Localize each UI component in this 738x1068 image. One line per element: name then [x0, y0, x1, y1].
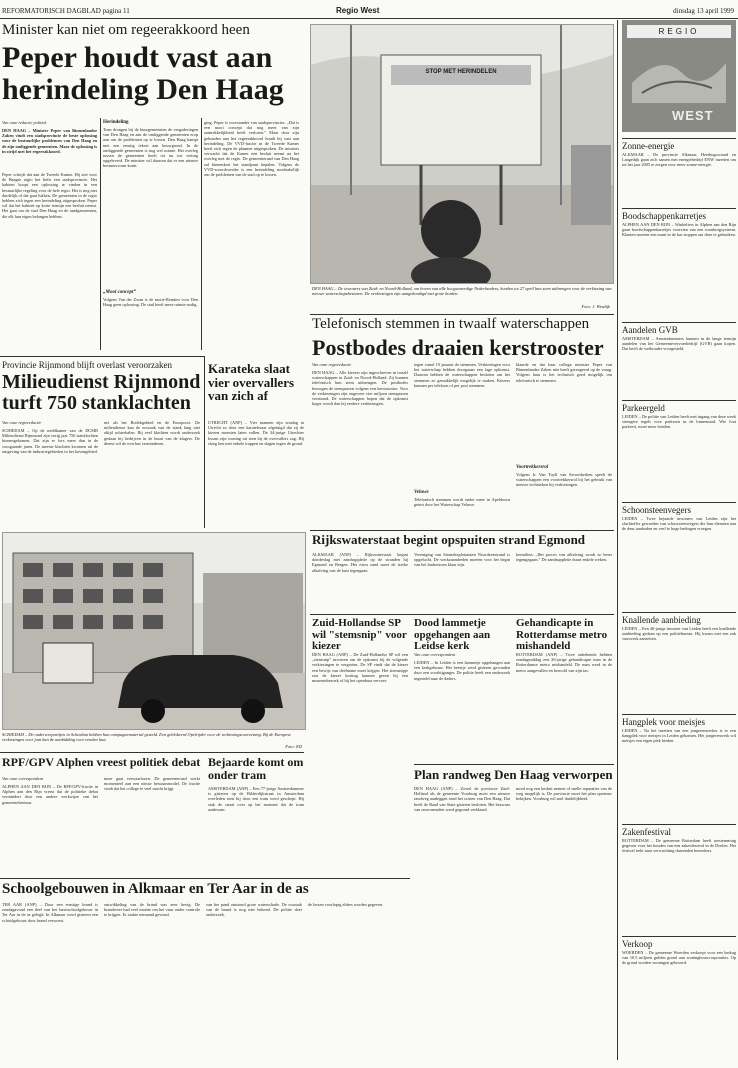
telefonisch-byline: Van onze regioredactie: [312, 362, 352, 367]
rpf-col-1: ALPHEN AAN DEN RIJN – De RPF/GPV-fractie in Alphen aan den Rijn vreest dat de politieke debat vermindert door een andere werkwijze van het gemeentebestuur.: [2, 784, 98, 805]
photo1-credit: Foto: J. Wesdijk: [581, 304, 610, 309]
randweg-headline: Plan randweg Den Haag verworpen: [414, 767, 613, 782]
karateka-headline: Karateka slaat vier overvallers van zich af: [208, 361, 295, 404]
rijkswaterstaat-col-3: kermilien. „Het proces van afkalving wordt zo beter tegengegaan.” De zandsuppletie duurt enkele weken.: [516, 552, 612, 563]
milieu-kicker: Provincie Rijnmond blijft overlast veroorzaken: [2, 360, 172, 370]
page-header: [0, 4, 738, 19]
side-item-body: WOERDEN – De gemeente Woerden verkoopt voor een bedrag van 10,5 miljoen gulden grond aan woningbouwcorporaties. Op de grond worden woningen gebouwd.: [622, 950, 736, 966]
telefonisch-col-2b: Telefonisch stemmen wordt onder meer in Apeldoorn getest door het Waterschap Veluwe.: [414, 497, 510, 508]
lead-intro: DEN HAAG – Minister Peper van Binnenlandse Zaken vindt een stadsprovincie de beste oplossing voor de bestuurlijke problemen van Den Haag en de zijn omliggende gemeenten. Maar de oplossing is in strijd met het regeerakkoord.: [2, 128, 97, 154]
gehandicapte-body: ROTTERDAM (ANP) – Twee onbekende hebben zondagmiddag een 26-jarige gehandicapte man in de Rotterdamse metro mishandeld. De man werd in de metro aangevallen en beroofd van zijn tas.: [516, 652, 612, 673]
milieu-col-1: SCHIEDAM – Op de meldkamer van de DCMR Milieudienst Rijnmond zijn vorig jaar 750 stanklachten binnengekomen. Dat zijn er fors meer dan in de voorgaande jaren. De meeste klachten kwamen uit de omgeving van de industriegebieden in het havengebied.: [2, 428, 98, 454]
zuidholland-headline: Zuid-Hollandse SP wil "stemsnip" voor kiezer: [312, 617, 407, 653]
rijkswaterstaat-col-1: ALKMAAR (ANP) – Rijkswaterstaat begint donderdag met zandsuppletie op de stranden bij Egmond en Bergen. Het extra zand moet de sterke afkalving van de kust tegengaan.: [312, 552, 408, 573]
side-item-title: Boodschappenkarretjes: [622, 208, 736, 221]
rpf-col-2: meer gaat verwaarlozen. De gemeenteraad werkt momenteel aan een nieuw bestuursmodel. De fractie vindt dat het college te veel macht krijgt.: [104, 776, 200, 792]
photo-election-sign: [310, 24, 614, 284]
schoolgebouwen-headline: Schoolgebouwen in Alkmaar en Ter Aar in de as: [2, 881, 309, 897]
lead-byline: Van onze redactie politiek: [2, 120, 47, 125]
dood-headline: Dood lammetje opgehangen aan Leidse kerk: [414, 617, 491, 653]
dood-body: LEIDEN – In Leiden is een lammetje opgehangen aan een kerkgebouw. Het beestje werd gisteren gevonden door een voorbijganger. De politie heeft een onderzoek ingesteld naar de daders.: [414, 660, 510, 681]
telefonisch-col-2: tegen vanaf 19 januari de stemmen. Verkiezingen voor het waterschap hebben doorgaans een lage opkomst. Daarom hebben de waterschappen besloten om het stemmen zo gemakkelijk mogelijk te maken. Kiezers kunnen per telefoon of per post stemmen.: [414, 362, 510, 388]
karateka-body: UTRECHT (ANP) – Vier mannen zijn zondag in Utrecht zo door een karateleraar afgetuigd dat zij de kiezen moesten laten vallen. De 34-jarige Utrechter kwam zijn woning uit toen hij de overvallers zag. Hij sloeg hen met enkele trappen en slagen tegen de grond.: [208, 420, 304, 446]
section-title: Regio West: [336, 6, 380, 15]
photo2-caption: SCHIEDAM – De onderwerpartijen in Schiedam hebben hun campagnematerial gesteld. Een geblokeerd Opelrijder voor de verkiezingsoverzetting. Bij de Europese verkiezingen voor juni kan de aanbidding voor eenden laat.: [2, 732, 291, 743]
lead-quote-head: „Mooi concept”: [103, 290, 136, 295]
milieu-headline: Milieudienst Rijnmond turft 750 stanklachten: [2, 371, 201, 414]
telefonisch-headline: Postbodes draaien kerstrooster: [312, 335, 604, 360]
side-item-body: LEIDEN – De politie van Leiden heeft met ingang van deze week strengere regels voor parkeren in de binnenstad. Wie fout parkeert, moet meer betalen.: [622, 414, 736, 430]
photo-schiedam-car: [2, 532, 306, 730]
randweg-col-2: mord nog een besluit nemen of snelle reparaties van de weg mogelijk is. De provincie moet het plan opnieuw bekijken. Voorburg wil snel duidelijkheid.: [516, 786, 612, 802]
lead-column-1: Peper schrijft dat aan de Tweede Kamer. Hij ziet voor de Haagse regio het liefst een stadsprovincie. Het kabinet hoopt een oplossing te vinden in een bestuurlijke regeling voor de hele regio. Het is nog niet duidelijk of dat gaat lukken. De gemeenten in de regio hebben zich tegen een herindeling uitgesproken. Peper wil dat het kabinet op korte termijn een besluit neemt. Het gaat om de stad Den Haag en de randgemeenten, die elk hun eigen belangen hebben.: [2, 172, 97, 219]
gehandicapte-headline: Gehandicapte in Rotterdamse metro mishandeld: [516, 617, 608, 653]
photo2-credit: Foto: ED: [285, 744, 302, 749]
side-item-title: Verkoop: [622, 936, 736, 949]
dood-byline: Van onze correspondent: [414, 652, 456, 657]
side-item-body: ALKMAAR – De provincie Alkmaar, Heerhugowaard en Langedijk gaan zich samen met energiebedrijf ENW inzetten om tot het jaar 2005 te zorgen voor meer zonne-energie.: [622, 152, 736, 168]
lead-column-3: ging. Peper is voorstander van stadsprovincies. „Dat is een mooi concept dat nog meer van zijn aantrekkelijkheid heeft verloren.” Maar door zijn gebonden aan het regeerakkoord houdt hij vast aan herindeling. De VVD-fractie in de Tweede Kamer heeft zich tegen de plannen uitgesproken. De minister verwacht dat de Kamer een besluit neemt na het overleg met de regio. De gemeenteraad van Den Haag zal binnenkort het standpunt bepalen. Volgens de VVD-woordvoerder is een herindeling noodzakelijk om de problemen van de stad op te lossen.: [204, 120, 299, 178]
side-item-body: LEIDEN – Twee bejaarde inwoners van Leiden zijn het slachtoffer geworden van schoorsteenvegers die hun diensten aan de deur aanboden en veel te hoge bedragen vroegen.: [622, 516, 736, 532]
school-col-1: TER AAR (ANP) – Door een ernstige brand is zondagavond een deel van het basisschoolgebouw in Ter Aar in de as gelegd. In Alkmaar werd gisteren een schoolgebouw door brand verwoest.: [2, 902, 98, 923]
bejaarde-body: AMSTERDAM (ANP) – Een 77-jarige Amsterdammer is gisteren op de Bilderdijkstraat in Amsterdam overleden toen hij door een tram werd geschept. Hij stak de straat over op het moment dat de tram aankwam.: [208, 786, 304, 812]
lead-column-2: Toen drongen bij de buurgemeenten de vergaderingen van Den Haag en aan de omliggende gemeenten erop aan om de problemen op te lossen. Den Haag kampt met een ernstig tekort aan bouwgrond. In de omliggende gemeenten is nog wel ruimte. Het overleg tussen de gemeenten heeft tot nu toe weinig opgeleverd. De minister wil daarom dat er een nieuwe bestuursvorm komt.: [103, 127, 198, 169]
sign-text: STOP MET HERINDELEN: [425, 69, 497, 75]
telefonisch-col-3: klaarde en dat haar collega minister Peper van Binnenlandse Zaken niet heeft gereageerd op de vraag. Volgens haar is het technisch goed mogelijk om telefonisch te stemmen.: [516, 362, 612, 383]
lead-headline: Peper houdt vast aan herindeling Den Haag: [2, 41, 284, 106]
side-item-title: Hangplek voor meisjes: [622, 714, 736, 727]
rpf-byline: Van onze correspondent: [2, 776, 44, 781]
telefonisch-subhead-1: Veluwe: [414, 490, 429, 495]
side-item-body: ALPHEN AAN DEN RIJN – Winkeliers in Alphen aan den Rijn gaan boodschappenkarretjes voorzien van een waarborgsysteem. Klanten moeten een munt in de kar stoppen om deze te gebruiken.: [622, 222, 736, 238]
lead-kicker: Minister kan niet om regeerakkoord heen: [2, 22, 250, 38]
school-col-2: ontwikkeling van de brand was zeer hevig. De brandweer had veel moeite om het vuur onder controle te krijgen. Er raakte niemand gewond.: [104, 902, 200, 918]
side-item-body: LEIDEN – Na het inzetten van een jongerenwerker is er een hangplek voor meisjes in Leiden gekomen. Het jongerenwerk wil meisjes een eigen plek bieden.: [622, 728, 736, 744]
telefonisch-col-1: DEN HAAG – Alle kiezers zijn ingeschreven in twaalf waterschappen in Zuid- en Noord-Holland. Zij kunnen telefonisch hun stem uitbrengen. De postbodes bezorgen de stempassen volgens een kerstrooster. Voor de verkiezingen zijn ongeveer vier miljoen stempassen verstuurd. De waterschappen hopen dat de opkomst hoger wordt dan bij eerdere verkiezingen.: [312, 370, 408, 407]
school-col-4: de lessen voorlopig elders worden gegeven.: [308, 902, 384, 907]
side-item-title: Zonne-energie: [622, 138, 736, 151]
rijkswaterstaat-col-2: Vereniging van Strandexploitanten Noordzeestrand is opgelucht. De werkzaamheden moeten voor het begin van het badseizoen klaar zijn.: [414, 552, 510, 568]
side-item-body: ROTTERDAM – De gemeente Rotterdam heeft toestemming gegeven voor het houden van een zakenfestival in de Doelen. Het festival trekt naar verwachting duizenden bezoekers.: [622, 838, 736, 854]
telefonisch-subhead-2: Voortrekkersrol: [516, 465, 549, 470]
randweg-col-1: DEN HAAG (ANP) – Zowel de provincie Zuid-Holland als de gemeente Voorburg moet een nieuwe randweg aanleggen rond het oosten van Den Haag. Dat heeft de Raad van State gisteren besloten. Het bezwaar van omwonenden werd gegrond verklaard.: [414, 786, 510, 812]
telefonisch-kicker: Telefonisch stemmen in twaalf waterschappen: [312, 316, 590, 332]
milieu-byline: Van onze regioredactie: [2, 420, 42, 425]
bejaarde-headline: Bejaarde komt om onder tram: [208, 755, 304, 782]
side-item-title: Knallende aanbieding: [622, 612, 736, 625]
regio-west-logo: REGIO WEST: [622, 20, 736, 132]
side-item-title: Parkeergeld: [622, 400, 736, 413]
telefonisch-col-3b: Volgens Ir. Van Tuyll van Serooskerken speelt de waterschappen een voortrekkersrol bij het gebruik van nieuwe technieken bij verkiezingen.: [516, 472, 612, 488]
side-item-body: LEIDEN – Een 46-jarige inwoner van Leiden heeft een knallende aanbieding gedaan op een politiebureau. Hij kwam met een zak vuurwerk aanzetten.: [622, 626, 736, 642]
milieu-col-2: net als het Botlekgebied en de Europoort. De milieudienst kan de oorzaak van de stank lang niet altijd achterhalen. Bij veel klachten wordt onderzoek gedaan bij bedrijven in de buurt van de klagers. De dienst wil de overlast verminderen.: [104, 420, 200, 446]
rijkswaterstaat-headline: Rijkswaterstaat begint opspuiten strand Egmond: [312, 532, 586, 547]
lead-subhead-1: Herindeling: [103, 120, 129, 125]
lead-column-2b: Volgens Van der Zwan is de motie-Remkes voor Den Haag geen oplossing. De stad heeft meer ruimte nodig.: [103, 297, 198, 308]
side-item-title: Aandelen GVB: [622, 322, 736, 335]
issue-date: dinsdag 13 april 1999: [673, 7, 734, 15]
side-item-title: Zakenfestival: [622, 824, 736, 837]
school-col-3: van het pand ontstond grote waterschade. De oorzaak van de brand is nog niet bekend. De politie doet onderzoek.: [206, 902, 302, 918]
photo1-caption: DEN HAAG – De inwoners van Zuid- en Noord-Holland, om boven van alle hoogwaterdige Nederlanders, konden tot 27 april hun stem uitbrengen voor de verkiezing van nieuwe waterschapsbesturen. De verkiezingen zijn aangekondigd met grote borden.: [312, 286, 612, 297]
side-item-body: AMSTERDAM – Amsterdammers kunnen in de lange termijn aandelen van het Gemeentevervoerbedrijf (GVB) gaan kopen. Dat heeft de wethouder voorgesteld.: [622, 336, 736, 352]
rpf-headline: RPF/GPV Alphen vreest politiek debat: [2, 755, 201, 769]
newspaper-name: REFORMATORISCH DAGBLAD pagina 11: [2, 7, 130, 15]
side-item-title: Schoonsteenvegers: [622, 502, 736, 515]
zuidholland-body: DEN HAAG (ANP) – De Zuid-Hollandse SP wil een „stemsnip” invoeren om de opkomst bij de volgende verkiezingen te vergroten. De SP vindt dat de kiezer een bewijs van deelname moet krijgen. Het stemsnipje zou de kiezer korting kunnen geven bij een museumbezoek of bij het openbaar vervoer.: [312, 652, 408, 684]
